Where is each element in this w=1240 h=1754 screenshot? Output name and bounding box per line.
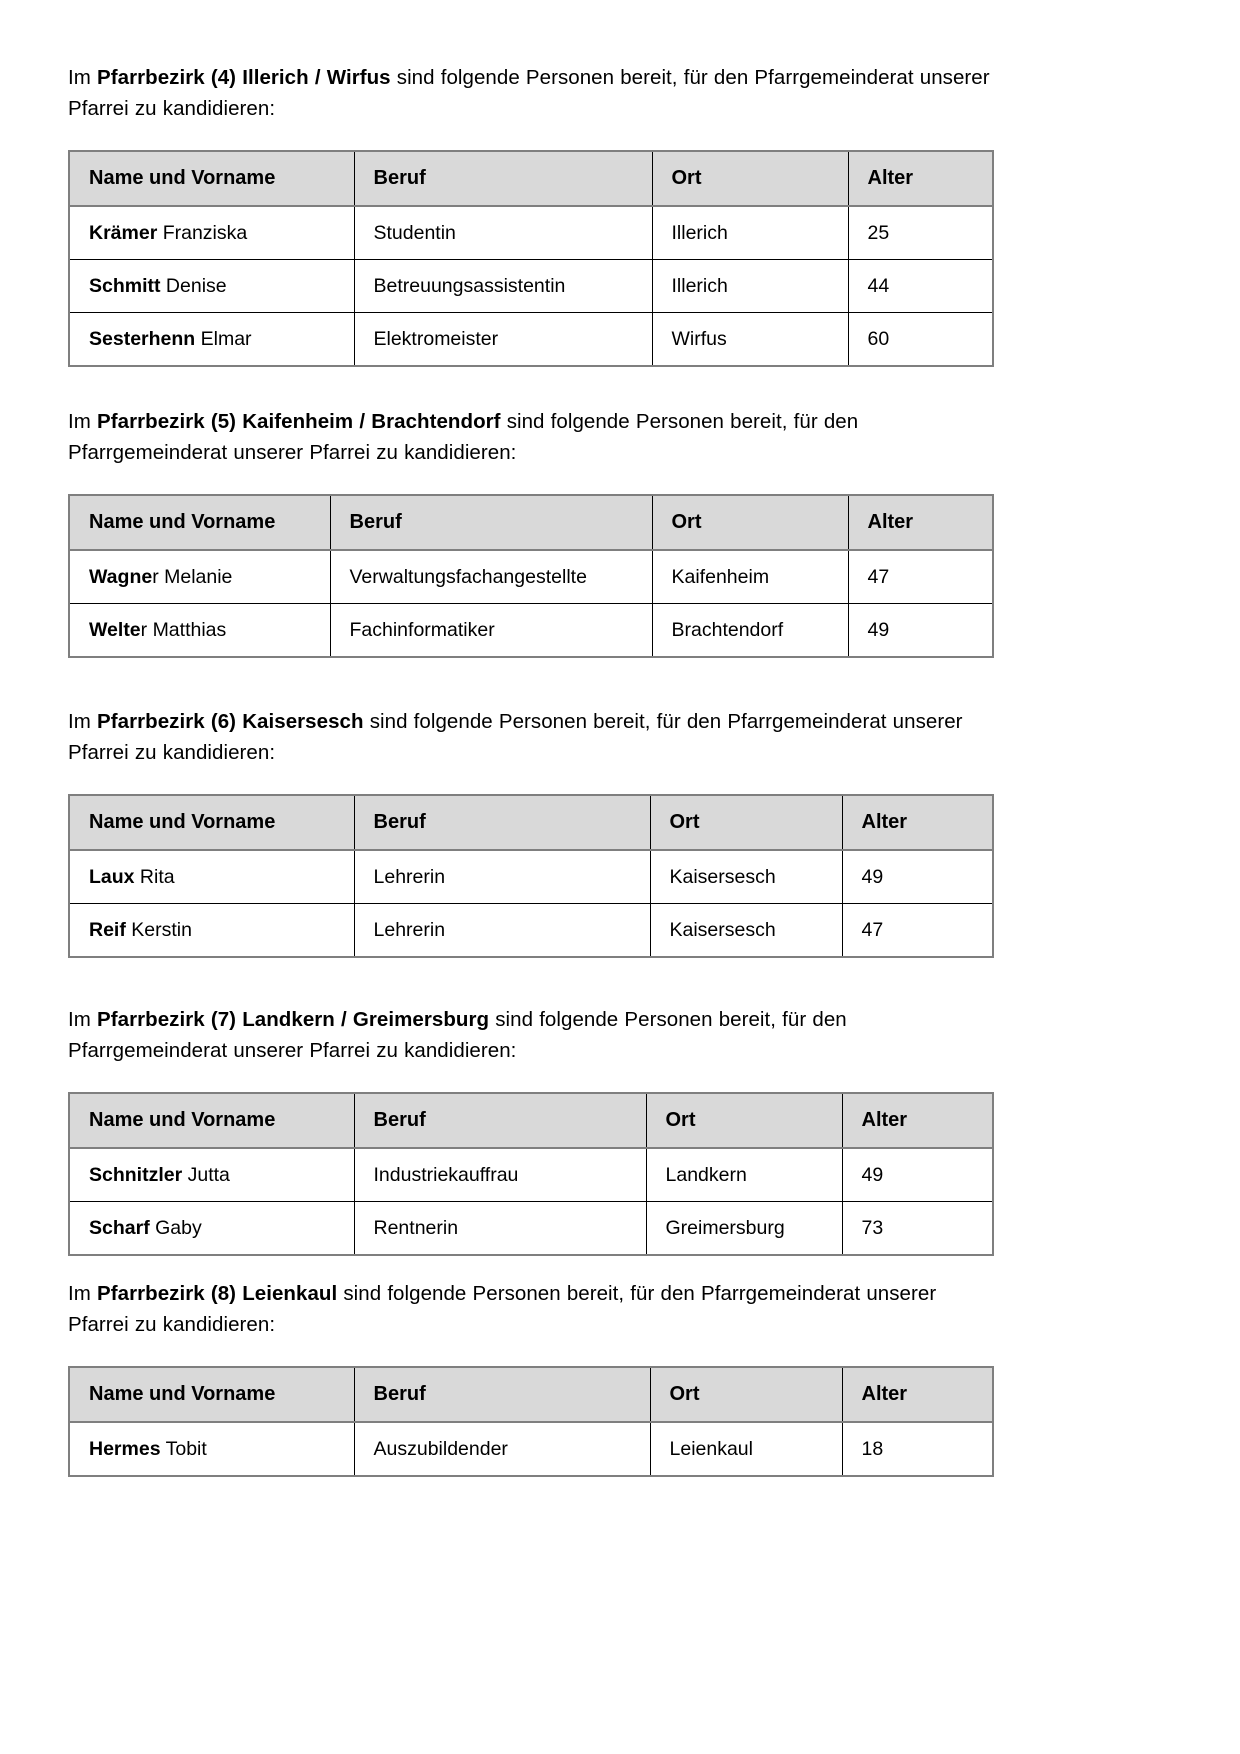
surname: Hermes xyxy=(89,1437,161,1460)
surname: Welte xyxy=(89,618,141,641)
table-row xyxy=(69,1148,993,1202)
surname: Schnitzler xyxy=(89,1163,183,1186)
table-row xyxy=(69,206,993,260)
firstname: Gaby xyxy=(149,1216,202,1239)
firstname: Denise xyxy=(160,274,227,297)
column-header-beruf: Beruf xyxy=(354,1367,650,1422)
firstname: Elmar xyxy=(195,327,252,350)
firstname: Kerstin xyxy=(125,918,192,941)
table-row xyxy=(69,604,993,658)
cell-alter: 18 xyxy=(842,1422,993,1476)
firstname: Jutta xyxy=(182,1163,230,1186)
section-pfarrbezirk-4 xyxy=(68,62,998,367)
column-header-beruf: Beruf xyxy=(354,151,652,206)
cell-ort: Brachtendorf xyxy=(652,604,848,658)
column-header-alter: Alter xyxy=(842,1367,993,1422)
intro-place: Landkern / Greimersburg xyxy=(242,1008,490,1031)
candidates-table xyxy=(68,150,994,367)
table-row xyxy=(69,260,993,313)
intro-tail: sind folgende Personen bereit, für den Pfarrgemeinderat unserer Pfarrei zu kandidieren: xyxy=(68,710,963,764)
column-header-alter: Alter xyxy=(848,495,993,550)
cell-beruf: Auszubildender xyxy=(354,1422,650,1476)
cell-ort: Wirfus xyxy=(652,313,848,367)
intro-place: Leienkaul xyxy=(242,1282,338,1305)
intro-tail: sind folgende Personen bereit, für den Pfarrgemeinderat unserer Pfarrei zu kandidieren: xyxy=(68,1282,937,1336)
section-spacer xyxy=(68,1256,998,1278)
cell-name xyxy=(69,604,330,658)
firstname: r Matthias xyxy=(140,618,227,641)
cell-ort: Greimersburg xyxy=(646,1202,842,1256)
column-header-alter: Alter xyxy=(842,1093,993,1148)
section-pfarrbezirk-8 xyxy=(68,1278,998,1477)
intro-paragraph xyxy=(68,706,998,768)
surname: Sesterhenn xyxy=(89,327,196,350)
intro-paragraph xyxy=(68,1278,998,1340)
cell-name xyxy=(69,850,354,904)
intro-tail: sind folgende Personen bereit, für den Pfarrgemeinderat unserer Pfarrei zu kandidieren: xyxy=(68,410,859,464)
section-spacer xyxy=(68,958,998,1004)
cell-alter: 47 xyxy=(848,550,993,604)
surname: Scharf xyxy=(89,1216,150,1239)
section-spacer xyxy=(68,367,998,406)
cell-beruf: Studentin xyxy=(354,206,652,260)
cell-alter: 44 xyxy=(848,260,993,313)
surname: Krämer xyxy=(89,221,158,244)
firstname: Franziska xyxy=(157,221,248,244)
intro-bezirk: Pfarrbezirk (7) xyxy=(97,1008,237,1031)
intro-paragraph xyxy=(68,62,998,124)
table-header-row xyxy=(69,1367,993,1422)
cell-name xyxy=(69,1422,354,1476)
intro-lead: Im xyxy=(68,710,98,733)
cell-ort: Landkern xyxy=(646,1148,842,1202)
table-row xyxy=(69,550,993,604)
cell-beruf: Rentnerin xyxy=(354,1202,646,1256)
intro-place: Kaisersesch xyxy=(242,710,364,733)
cell-beruf: Verwaltungsfachangestellte xyxy=(330,550,652,604)
column-header-name: Name und Vorname xyxy=(69,1367,354,1422)
cell-alter: 25 xyxy=(848,206,993,260)
table-row xyxy=(69,313,993,367)
candidates-table xyxy=(68,794,994,958)
column-header-alter: Alter xyxy=(842,795,993,850)
column-header-beruf: Beruf xyxy=(354,795,650,850)
intro-place: Illerich / Wirfus xyxy=(242,66,391,89)
section-spacer xyxy=(68,658,998,706)
surname: Laux xyxy=(89,865,135,888)
intro-bezirk: Pfarrbezirk (6) xyxy=(97,710,237,733)
table-row xyxy=(69,1422,993,1476)
intro-lead: Im xyxy=(68,410,98,433)
table-header-row xyxy=(69,495,993,550)
column-header-ort: Ort xyxy=(652,495,848,550)
section-pfarrbezirk-6 xyxy=(68,706,998,958)
column-header-beruf: Beruf xyxy=(330,495,652,550)
cell-beruf: Lehrerin xyxy=(354,850,650,904)
column-header-ort: Ort xyxy=(650,1367,842,1422)
table-header-row xyxy=(69,1093,993,1148)
cell-alter: 49 xyxy=(848,604,993,658)
cell-name xyxy=(69,550,330,604)
cell-name xyxy=(69,206,354,260)
table-row xyxy=(69,850,993,904)
intro-lead: Im xyxy=(68,1282,98,1305)
table-row xyxy=(69,1202,993,1256)
intro-bezirk: Pfarrbezirk (5) xyxy=(97,410,237,433)
intro-paragraph xyxy=(68,1004,998,1066)
cell-beruf: Betreuungsassistentin xyxy=(354,260,652,313)
cell-beruf: Lehrerin xyxy=(354,904,650,958)
candidates-table xyxy=(68,1092,994,1256)
cell-ort: Illerich xyxy=(652,260,848,313)
column-header-ort: Ort xyxy=(646,1093,842,1148)
column-header-alter: Alter xyxy=(848,151,993,206)
surname: Wagne xyxy=(89,565,153,588)
intro-bezirk: Pfarrbezirk (4) xyxy=(97,66,237,89)
table-header-row xyxy=(69,151,993,206)
column-header-ort: Ort xyxy=(652,151,848,206)
intro-lead: Im xyxy=(68,66,98,89)
cell-ort: Kaisersesch xyxy=(650,904,842,958)
intro-paragraph xyxy=(68,406,998,468)
cell-name xyxy=(69,904,354,958)
cell-beruf: Industriekauffrau xyxy=(354,1148,646,1202)
column-header-ort: Ort xyxy=(650,795,842,850)
cell-ort: Leienkaul xyxy=(650,1422,842,1476)
intro-bezirk: Pfarrbezirk (8) xyxy=(97,1282,237,1305)
candidates-table xyxy=(68,1366,994,1477)
cell-alter: 60 xyxy=(848,313,993,367)
cell-name xyxy=(69,1148,354,1202)
cell-ort: Kaifenheim xyxy=(652,550,848,604)
cell-name xyxy=(69,1202,354,1256)
firstname: Rita xyxy=(134,865,175,888)
column-header-name: Name und Vorname xyxy=(69,1093,354,1148)
cell-name xyxy=(69,260,354,313)
intro-place: Kaifenheim / Brachtendorf xyxy=(242,410,501,433)
column-header-name: Name und Vorname xyxy=(69,151,354,206)
section-pfarrbezirk-7 xyxy=(68,1004,998,1256)
cell-alter: 73 xyxy=(842,1202,993,1256)
cell-name xyxy=(69,313,354,367)
column-header-name: Name und Vorname xyxy=(69,795,354,850)
table-row xyxy=(69,904,993,958)
column-header-beruf: Beruf xyxy=(354,1093,646,1148)
cell-alter: 47 xyxy=(842,904,993,958)
cell-beruf: Elektromeister xyxy=(354,313,652,367)
section-pfarrbezirk-5 xyxy=(68,406,998,658)
candidates-table xyxy=(68,494,994,658)
intro-tail: sind folgende Personen bereit, für den Pfarrgemeinderat unserer Pfarrei zu kandidieren: xyxy=(68,66,990,120)
intro-lead: Im xyxy=(68,1008,98,1031)
cell-alter: 49 xyxy=(842,850,993,904)
cell-beruf: Fachinformatiker xyxy=(330,604,652,658)
firstname: r Melanie xyxy=(152,565,233,588)
cell-alter: 49 xyxy=(842,1148,993,1202)
surname: Reif xyxy=(89,918,126,941)
document-content xyxy=(68,62,998,1477)
column-header-name: Name und Vorname xyxy=(69,495,330,550)
firstname: Tobit xyxy=(160,1437,207,1460)
intro-tail: sind folgende Personen bereit, für den Pfarrgemeinderat unserer Pfarrei zu kandidieren: xyxy=(68,1008,847,1062)
cell-ort: Kaisersesch xyxy=(650,850,842,904)
cell-ort: Illerich xyxy=(652,206,848,260)
surname: Schmitt xyxy=(89,274,161,297)
table-header-row xyxy=(69,795,993,850)
